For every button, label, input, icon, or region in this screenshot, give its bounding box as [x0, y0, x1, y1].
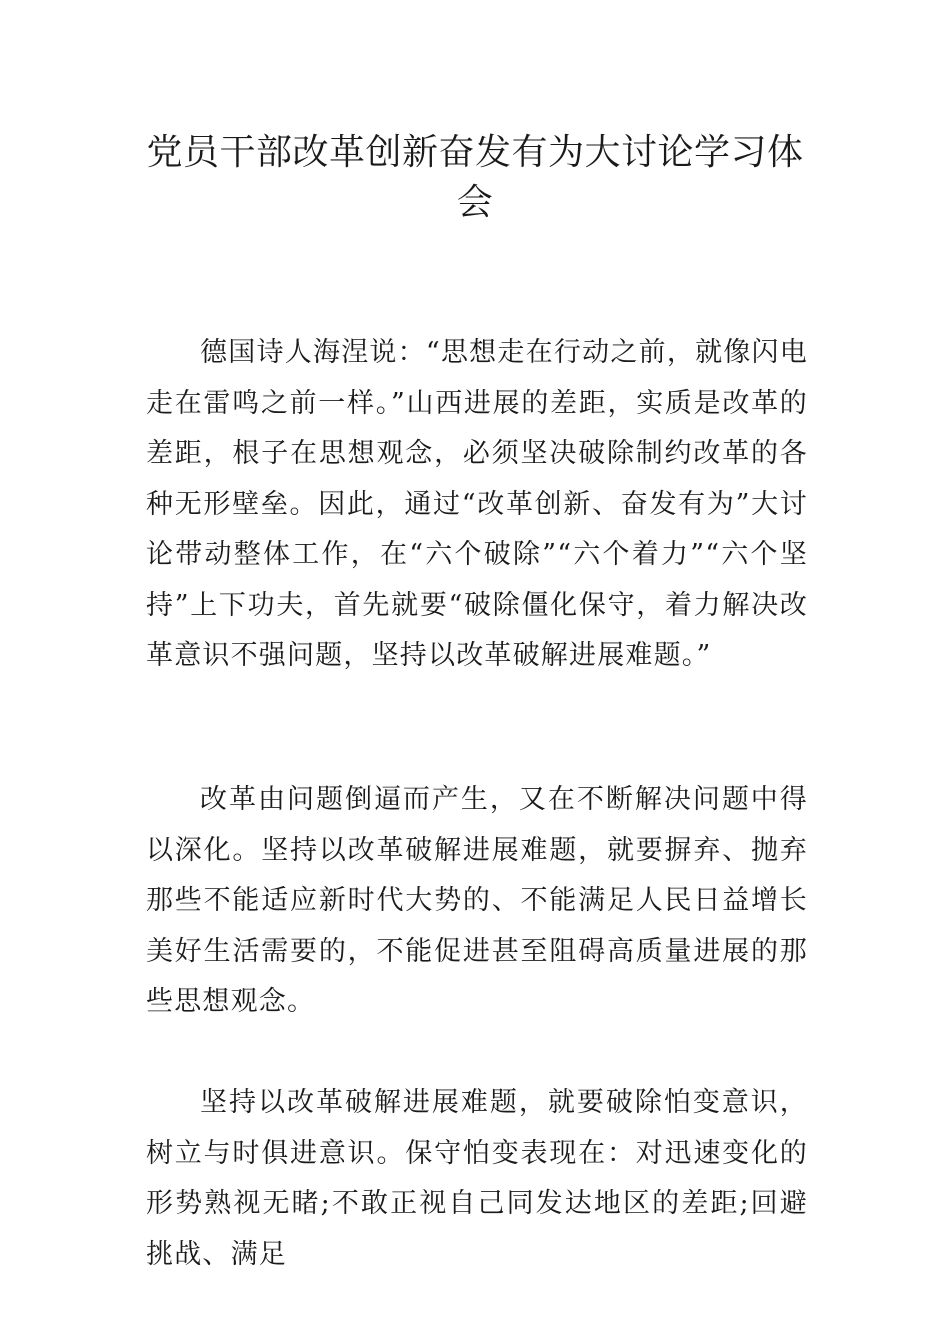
paragraph-1: 德国诗人海涅说：“思想走在行动之前，就像闪电走在雷鸣之前一样。”山西进展的差距，实质是改革的差距，根子在思想观念，必须坚决破除制约改革的各种无形壁垒。因此，通过“改革创新、奋发有为”大讨论带动整体工作，在“六个破除”“六个着力”“六个坚持”上下功夫，首先就要“破除僵化保守，着力解决改革意识不强问题，坚持以改革破解进展难题。” [146, 337, 808, 671]
document-title: 党员干部改革创新奋发有为大讨论学习体会 [146, 132, 804, 223]
paragraph-3: 坚持以改革破解进展难题，就要破除怕变意识，树立与时俱进意识。保守怕变表现在：对迅速变化的形势熟视无睹;不敢正视自己同发达地区的差距;回避挑战、满足 [146, 1087, 808, 1270]
paragraph-2: 改革由问题倒逼而产生，又在不断解决问题中得以深化。坚持以改革破解进展难题，就要摒弃、抛弃那些不能适应新时代大势的、不能满足人民日益增长美好生活需要的，不能促进甚至阻碍高质量进展的那些思想观念。 [146, 784, 808, 1017]
